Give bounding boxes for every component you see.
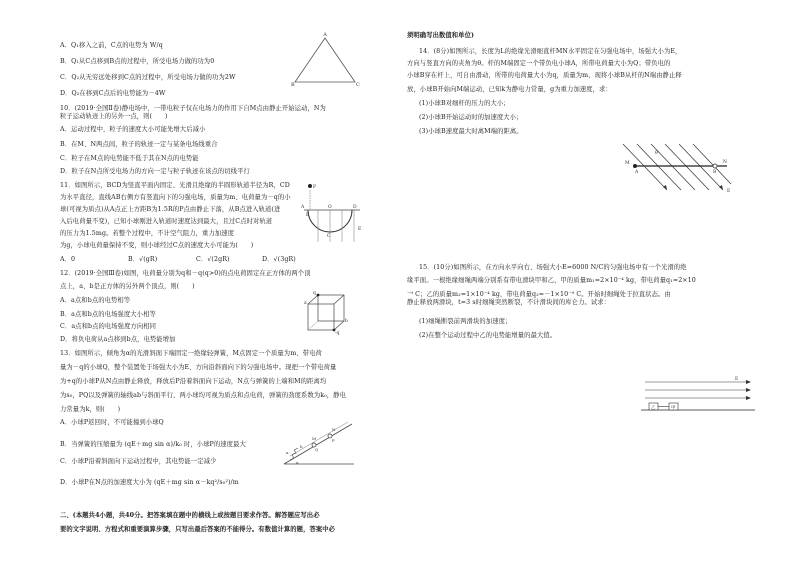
q13-option-b: B．当弹簧的压缩量为 (qE＋mg sin α)/k₀ 时，小球P的速度最大 <box>60 441 246 448</box>
q11-stem-line4: 入后电荷量不变)，已知小球刚进入轨道时速度达到最大，且过C点时对轨道 <box>60 218 273 225</box>
q13-option-d: D．小球P在N点的加速度大小为 (qE＋mg sin α－kq²/s₀²)/m <box>60 479 239 486</box>
q14-label-n: N <box>723 160 727 165</box>
q15-stem-line1: 15．(10分)如图所示，在方向水平向右、场强大小E=6000 N/C的匀强电场中有一个光滑的绝 <box>419 264 687 271</box>
q9-label-a: A <box>323 32 327 38</box>
q12-option-b: B．a点和b点的电场强度大小相等 <box>60 311 156 318</box>
q11-label-o: O <box>328 205 332 210</box>
q13-option-c: C．小球P沿着斜面向下运动过程中，其电势能一定减少 <box>60 458 217 465</box>
q14-label-theta: θ <box>655 151 658 156</box>
q12-label-q: q <box>313 291 316 296</box>
q13-stem-line4: 为s₀，PQ以及弹簧的轴线ab与斜面平行，两小球均可视为质点和点电荷，弹簧的劲度系数为k₀，静电 <box>60 392 346 399</box>
q9-label-b: B <box>291 82 295 88</box>
q12-label-neg-q: -q <box>335 331 340 336</box>
q11-option-a: A．0 <box>60 256 76 263</box>
section-two-line2: 要的文字说明、方程式和重要演算步骤，只写出最后答案的不能得分。有数值计算的题，答案中必 <box>60 526 336 533</box>
q11-label-a: A <box>301 205 305 210</box>
q11-stem-line5: 的压力为1.5mg。若整个过程中，不计空气阻力，重力加速度 <box>60 230 235 237</box>
q13-label-m: M <box>312 436 317 441</box>
q12-option-a: A．a点和b点的电势相等 <box>60 297 131 304</box>
q14-label-a: A <box>635 170 639 175</box>
q9-option-a: A．Q₁移入之前，C点的电势为 W/q <box>60 42 163 49</box>
q12-option-c: C．a点和b点的电场强度方向相同 <box>60 323 157 330</box>
q11-stem-line2: 为水平直径，直线AB右侧方有竖直向下的匀强电场，质量为m、电荷量为－q的小 <box>60 194 291 201</box>
q10-option-b: B．在M、N两点间，粒子的轨迹一定与某条电场线重合 <box>60 141 218 148</box>
q14-label-b: B <box>713 170 717 175</box>
q11-option-b: B．√(gR) <box>128 256 158 263</box>
q11-option-d: D．√(3gR) <box>262 256 296 263</box>
q13-stem-line3: 为+q的小球P从N点由静止释放，释放后P沿着斜面向下运动，N点与弹簧的上端和M的距离均 <box>60 378 327 385</box>
q14-stem-line2: 方向与竖直方向的夹角为θ。杆的M端固定一个带负电小球A，所带电荷量大小为Q；带负电的 <box>407 60 671 67</box>
q12-stem-line2: 点上，a、b是正方体的另外两个顶点，则( ) <box>60 283 195 290</box>
q10-option-c: C．粒子在M点的电势能不低于其在N点的电势能 <box>60 155 199 162</box>
q9-option-c: C．Q₂从无穷远处移到C点的过程中，所受电场力做的功为2W <box>60 74 236 81</box>
q12-stem-line1: 12．(2019·全国Ⅲ卷)如图，电荷量分别为q和－q(q>0)的点电荷固定在正方体的两个顶 <box>60 270 311 277</box>
q13-label-q: Q <box>315 447 319 452</box>
q10-stem-line2: 粒子运动轨迹上的另外一点，则( ) <box>60 113 168 120</box>
q13-label-b: b <box>300 444 303 449</box>
q11-stem-line3: 球(可视为质点)从A点正上方距B为1.5R的P点由静止下落，从B点进入轨道(进 <box>60 206 281 213</box>
q15-label-yi: 乙 <box>651 406 656 411</box>
q11-stem-line1: 11．如图所示，BCD为竖直平面内固定、光滑且绝缘的半圆形轨道半径为R，CD <box>60 182 290 189</box>
q11-label-d: D <box>353 205 357 210</box>
q10-option-d: D．粒子在N点所受电场力的方向一定与粒子轨迹在该点的切线平行 <box>60 168 250 175</box>
q15-stem-line2: 缘平面。一根绝缘细绳两端分别系有带电滑块甲和乙，甲的质量m₁=2×10⁻⁴ kg，带电荷量q₁=2×10 <box>407 277 696 284</box>
q9-option-b: B．Q₁从C点移到B点的过程中，所受电场力做的功为0 <box>60 58 215 65</box>
q11-label-p: P <box>313 185 317 190</box>
q11-label-b: B <box>306 213 310 218</box>
q12-label-b: b <box>345 319 348 324</box>
q11-label-c: C <box>327 234 331 239</box>
q12-cube-figure <box>304 292 348 334</box>
q13-incline-figure <box>282 418 356 468</box>
q13-stem-line2: 量为－q的小球Q，整个装置处于场强大小为E、方向沿斜面向下的匀强电场中。现把一个带电荷量 <box>60 364 337 371</box>
q9-label-c: C <box>356 82 360 88</box>
q14-sub3: (3)小球B速度最大时离M端的距离。 <box>419 128 523 135</box>
q14-label-m: M <box>625 161 630 166</box>
q14-sub1: (1)小球B对细杆的压力的大小； <box>419 100 510 107</box>
q15-sub1: (1)细绳断裂前两滑块的加速度； <box>419 318 512 325</box>
q13-stem-line1: 13．如图所示，倾角为α的光滑斜面下端固定一绝缘轻弹簧，M点固定一个质量为m、带电荷 <box>60 350 322 357</box>
q15-field-figure <box>639 376 759 416</box>
q13-label-a: a <box>286 450 289 455</box>
q11-semicircle-figure <box>300 180 364 248</box>
q9-triangle-figure <box>290 32 360 88</box>
q11-label-e: E <box>358 227 362 232</box>
q13-option-a: A．小球P返回时，不可能撞到小球Q <box>60 419 164 426</box>
section-two-line1: 二、(本题共4小题，共40分。把答案填在题中的横线上或按题目要求作答。解答题应写出必 <box>60 512 320 519</box>
q14-label-e: E <box>727 189 731 194</box>
q13-label-p: P <box>332 438 335 443</box>
q10-stem-line1: 10．(2019·全国Ⅱ卷)静电场中，一带电粒子仅在电场力的作用下自M点由静止开始运动，N为 <box>60 105 326 112</box>
q13-label-alpha: α <box>296 460 299 465</box>
q14-sub2: (2)小球B开始运动时的加速度大小； <box>419 114 523 121</box>
q14-stem-line4: 放，小球B开始向M端运动，已知k为静电力常量，g为重力加速度，求： <box>407 86 612 93</box>
q12-option-d: D．将负电荷从a点移到b点，电势能增加 <box>60 336 176 343</box>
q14-field-figure <box>619 140 733 196</box>
q14-stem-line1: 14．(8分)如图所示，长度为L的绝缘光滑细直杆MN水平固定在匀强电场中，场强大小为E， <box>419 48 682 55</box>
q13-label-n: N <box>332 427 336 432</box>
q11-stem-line6: 为g，小球电荷量保持不变，则小球经过C点的速度大小可能为( ) <box>60 242 254 249</box>
q15-label-e: E <box>735 377 739 382</box>
q14-stem-line3: 小球B穿在杆上，可自由滑动，所带的电荷量大小为q，质量为m，现将小球B从杆的N端由静止释 <box>407 72 682 79</box>
q15-label-jia: 甲 <box>671 406 676 411</box>
q10-option-a: A．运动过程中，粒子的速度大小可能先增大后减小 <box>60 126 206 133</box>
right-header: 须明确写出数值和单位) <box>407 32 475 39</box>
q15-sub2: (2)在整个运动过程中乙的电势能增量的最大值。 <box>419 332 557 339</box>
q9-option-d: D．Q₂在移到C点后的电势能为－4W <box>60 90 166 97</box>
q12-label-a: a <box>304 301 307 306</box>
q15-stem-line3: ⁻⁹ C；乙的质量m₂=1×10⁻⁴ kg，带电荷量q₂=－1×10⁻⁹ C。开始时细绳处于拉直状态。由静止释放两滑块，t=3 s时细绳突然断裂，不计滑块间的库仑力。试求： <box>407 291 671 306</box>
q11-option-c: C．√(2gR) <box>196 256 230 263</box>
q13-stem-line5: 力常量为k，则( ) <box>60 406 121 413</box>
